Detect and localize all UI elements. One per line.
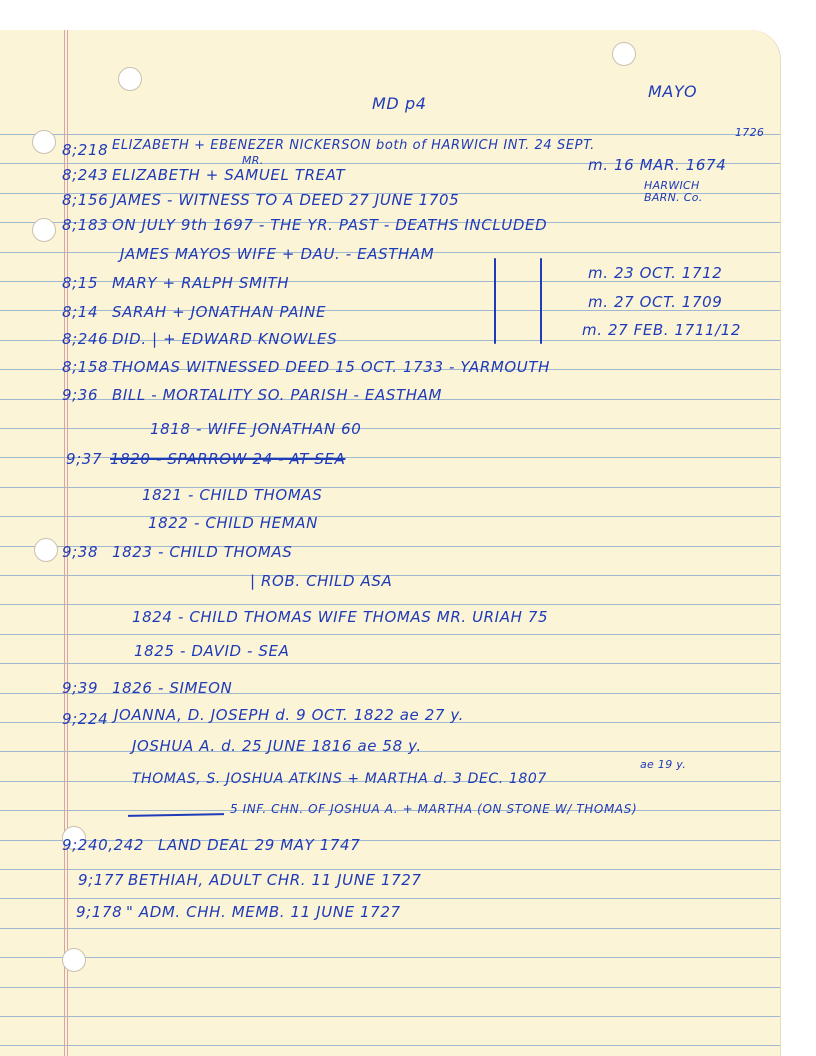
- entry-text: " ADM. CHH. MEMB. 11 JUNE 1727: [126, 903, 401, 921]
- rule-line: [0, 663, 780, 664]
- rule-line: [0, 604, 780, 605]
- entry-text: MARY + RALPH SMITH: [112, 274, 290, 292]
- entry-text: THOMAS, S. JOSHUA ATKINS + MARTHA d. 3 DEC. 1807: [132, 771, 547, 787]
- binder-hole: [32, 218, 56, 242]
- entry-date: m. 16 MAR. 1674: [588, 156, 727, 174]
- entry-ref: 8;218: [62, 141, 109, 159]
- entry-text: ELIZABETH + SAMUEL TREAT: [112, 166, 346, 184]
- entry-text: BILL - MORTALITY SO. PARISH - EASTHAM: [112, 386, 442, 404]
- entry-text: 1822 - CHILD HEMAN: [148, 514, 318, 532]
- entry-text: DID. | + EDWARD KNOWLES: [112, 330, 338, 348]
- binder-hole: [62, 948, 86, 972]
- entry-text: 1824 - CHILD THOMAS WIFE THOMAS MR. URIAH 75: [132, 608, 549, 626]
- rule-line: [0, 957, 780, 958]
- entry-text: JOSHUA A. d. 25 JUNE 1816 ae 58 y.: [132, 737, 422, 755]
- rule-line: [0, 987, 780, 988]
- entry-ref: 8;14: [62, 303, 99, 321]
- entry-ref: 9;39: [62, 679, 99, 697]
- binder-hole: [612, 42, 636, 66]
- binder-hole: [34, 538, 58, 562]
- entry-place: HARWICH BARN. Co.: [644, 179, 703, 204]
- entry-text: LAND DEAL 29 MAY 1747: [158, 836, 361, 854]
- rule-line: [0, 516, 780, 517]
- entry-date: m. 27 OCT. 1709: [588, 293, 723, 311]
- entry-ref: 9;37: [66, 450, 103, 468]
- entry-text: JAMES - WITNESS TO A DEED 27 JUNE 1705: [112, 191, 460, 209]
- entry-ref: 9;178: [76, 903, 123, 921]
- entry-date: m. 27 FEB. 1711/12: [582, 321, 742, 339]
- rule-line: [0, 928, 780, 929]
- entry-text: JOANNA, D. JOSEPH d. 9 OCT. 1822 ae 27 y.: [114, 706, 465, 724]
- entry-above: ae 19 y.: [640, 758, 687, 771]
- entry-ref: 9;240,242: [62, 836, 145, 854]
- entry-text: 1825 - DAVID - SEA: [134, 642, 290, 660]
- rule-line: [0, 487, 780, 488]
- entry-date: m. 23 OCT. 1712: [588, 264, 723, 282]
- struck-entry-text: 1820 - SPARROW 24 - AT SEA: [110, 450, 346, 468]
- entry-ref: 8;183: [62, 216, 109, 234]
- entry-text: BETHIAH, ADULT CHR. 11 JUNE 1727: [128, 871, 422, 889]
- grouping-brace: [494, 258, 496, 344]
- entry-ref: 9;177: [78, 871, 125, 889]
- entry-text: 5 INF. CHN. OF JOSHUA A. + MARTHA (ON STONE W/ THOMAS): [230, 802, 638, 816]
- rule-line: [0, 1045, 780, 1046]
- entry-ref: 8;243: [62, 166, 109, 184]
- entry-text: 1823 - CHILD THOMAS: [112, 543, 293, 561]
- rule-line: [0, 898, 780, 899]
- grouping-brace: [540, 258, 542, 344]
- entry-text: ELIZABETH + EBENEZER NICKERSON both of HARWICH INT. 24 SEPT.: [112, 138, 595, 153]
- entry-ref: 8;246: [62, 330, 109, 348]
- surname-heading: MAYO: [648, 82, 698, 101]
- rule-line: [0, 1016, 780, 1017]
- rule-line: [0, 869, 780, 870]
- entry-text: | ROB. CHILD ASA: [250, 572, 393, 590]
- entry-text: ON JULY 9th 1697 - THE YR. PAST - DEATHS INCLUDED: [112, 216, 548, 234]
- binder-hole: [32, 130, 56, 154]
- rule-line: [0, 634, 780, 635]
- rule-line: [0, 428, 780, 429]
- entry-ref: 9;36: [62, 386, 99, 404]
- binder-hole: [118, 67, 142, 91]
- entry-above: MR.: [242, 154, 264, 167]
- entry-text: 1818 - WIFE JONATHAN 60: [150, 420, 362, 438]
- entry-text: SARAH + JONATHAN PAINE: [112, 303, 327, 321]
- entry-text: 1826 - SIMEON: [112, 679, 233, 697]
- entry-text: 1821 - CHILD THOMAS: [142, 486, 323, 504]
- entry-text: JAMES MAYOS WIFE + DAU. - EASTHAM: [120, 245, 435, 263]
- entry-ref: 8;158: [62, 358, 109, 376]
- entry-ref: 9;38: [62, 543, 99, 561]
- page-code: MD p4: [372, 94, 427, 113]
- entry-text: THOMAS WITNESSED DEED 15 OCT. 1733 - YARMOUTH: [112, 358, 551, 376]
- entry-note: 1726: [735, 126, 765, 139]
- entry-ref: 8;15: [62, 274, 99, 292]
- entry-ref: 8;156: [62, 191, 109, 209]
- rule-line: [0, 134, 780, 135]
- entry-ref: 9;224: [62, 710, 109, 728]
